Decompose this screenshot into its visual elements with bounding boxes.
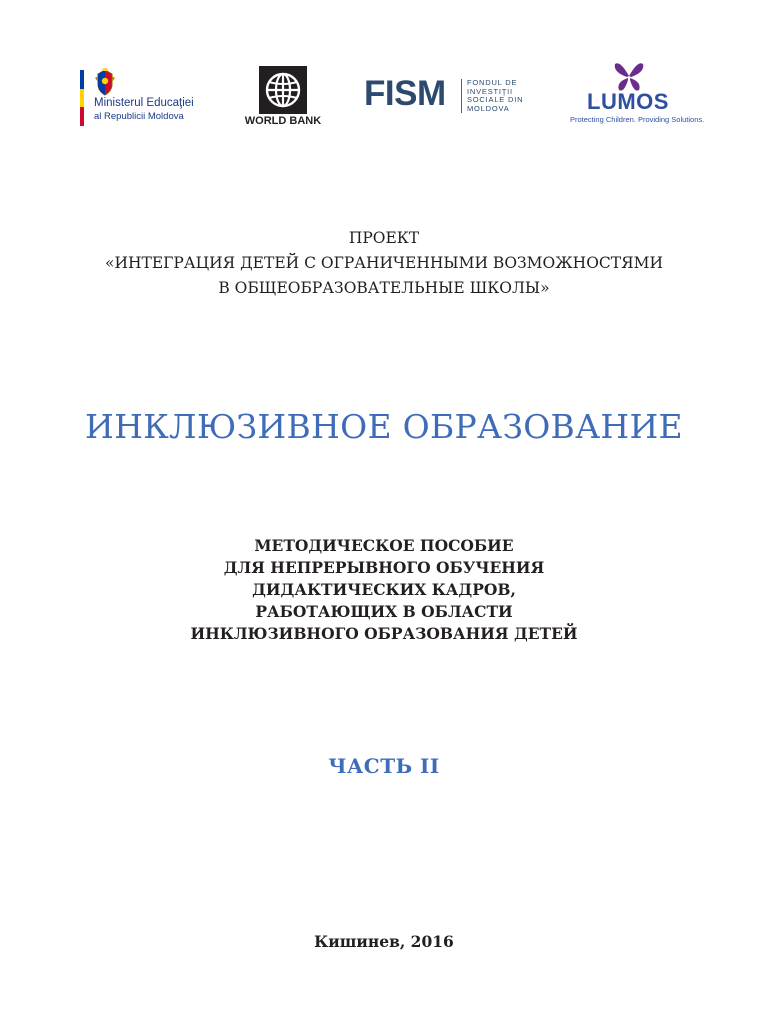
project-name-line-1: «ИНТЕГРАЦИЯ ДЕТЕЙ С ОГРАНИЧЕННЫМИ ВОЗМОЖНОСТЯМИ [104,254,664,272]
fism-line: FONDUL DE [467,78,518,87]
ministry-name: Ministerul Educaţiei [94,97,194,109]
subtitle-line: ИНКЛЮЗИВНОГО ОБРАЗОВАНИЯ ДЕТЕЙ [190,624,578,643]
imprint-city-year: Кишинев, 2016 [314,932,454,951]
fism-line: SOCIALE DIN [467,95,524,104]
moldova-flag-stripe [80,70,84,126]
world-bank-logo [235,66,331,128]
fism-divider [461,79,462,113]
ministry-of-education-logo [80,66,220,128]
lumos-logo [568,60,708,128]
subtitle-line: ДЛЯ НЕПРЕРЫВНОГО ОБУЧЕНИЯ [223,558,545,577]
subtitle-line: РАБОТАЮЩИХ В ОБЛАСТИ [255,602,513,621]
world-bank-globe-icon [259,66,307,114]
subtitle-line: МЕТОДИЧЕСКОЕ ПОСОБИЕ [254,536,514,555]
project-block [0,226,768,301]
fism-line: MOLDOVA [467,103,510,113]
logo-strip [0,0,768,140]
project-name-line-2: В ОБЩЕОБРАЗОВАТЕЛЬНЫЕ ШКОЛЫ» [218,279,550,297]
ministry-subtitle: al Republicii Moldova [94,111,184,122]
subtitle-block [0,535,768,645]
part-number: ЧАСТЬ II [328,754,440,778]
fism-line: INVESTIŢII [467,86,513,96]
fism-fullname [467,79,523,113]
world-bank-name: WORLD BANK [244,115,322,127]
subtitle-line: ДИДАКТИЧЕСКИХ КАДРОВ, [252,580,516,599]
coat-of-arms-icon [94,68,116,96]
fism-logo [364,76,534,116]
lumos-name: LUMOS [587,89,669,114]
lumos-tagline: Protecting Children. Providing Solutions. [570,115,705,124]
fism-acronym: FISM [364,74,446,113]
project-label: ПРОЕКТ [348,229,420,247]
page-title: ИНКЛЮЗИВНОЕ ОБРАЗОВАНИЕ [85,407,683,446]
